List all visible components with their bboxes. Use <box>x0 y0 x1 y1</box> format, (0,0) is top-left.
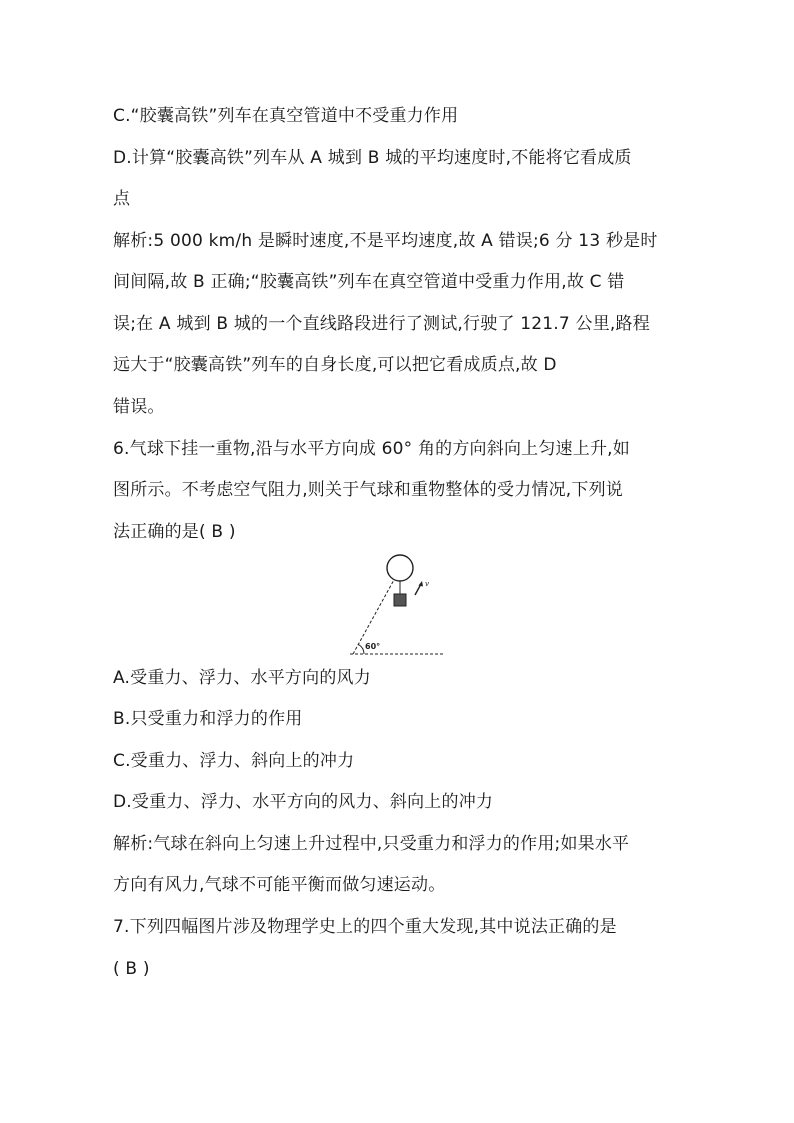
q6-option-c: C.受重力、浮力、斜向上的冲力 <box>113 751 355 771</box>
q7-stem-line1: 7.下列四幅图片涉及物理学史上的四个重大发现,其中说法正确的是 <box>113 917 617 937</box>
velocity-label: v <box>425 580 429 588</box>
q7-stem-line2: ( B ) <box>113 959 150 979</box>
q5-option-d-line2: 点 <box>113 189 131 209</box>
q5-analysis-line3: 误;在 A 城到 B 城的一个直线路段进行了测试,行驶了 121.7 公里,路程 <box>113 314 650 334</box>
angle-label: 60° <box>365 642 381 651</box>
q6-stem-line3: 法正确的是( B ) <box>113 522 236 542</box>
velocity-arrow-head <box>419 581 424 587</box>
q6-analysis-line1: 解析:气球在斜向上匀速上升过程中,只受重力和浮力的作用;如果水平 <box>113 834 630 854</box>
balloon-diagram <box>345 550 445 660</box>
q6-stem-line1: 6.气球下挂一重物,沿与水平方向成 60° 角的方向斜向上匀速上升,如 <box>113 439 630 459</box>
q5-option-d-line1: D.计算“胶囊高铁”列车从 A 城到 B 城的平均速度时,不能将它看成质 <box>113 148 632 168</box>
q6-option-d: D.受重力、浮力、水平方向的风力、斜向上的冲力 <box>113 792 494 812</box>
angle-arc <box>359 645 365 655</box>
q5-option-c: C.“胶囊高铁”列车在真空管道中不受重力作用 <box>113 106 459 126</box>
weight-box <box>394 594 406 606</box>
q5-analysis-line2: 间间隔,故 B 正确;“胶囊高铁”列车在真空管道中受重力作用,故 C 错 <box>113 272 625 292</box>
balloon-figure <box>345 550 445 660</box>
balloon-circle <box>387 555 413 581</box>
q6-option-b: B.只受重力和浮力的作用 <box>113 709 303 729</box>
q5-analysis-line1: 解析:5 000 km/h 是瞬时速度,不是平均速度,故 A 错误;6 分 13 秒是时 <box>113 231 658 251</box>
q6-analysis-line2: 方向有风力,气球不可能平衡而做匀速运动。 <box>113 875 446 895</box>
q6-stem-line2: 图所示。不考虑空气阻力,则关于气球和重物整体的受力情况,下列说 <box>113 480 624 500</box>
q5-analysis-line4: 远大于“胶囊高铁”列车的自身长度,可以把它看成质点,故 D <box>113 355 557 375</box>
q5-analysis-line5: 错误。 <box>113 397 165 417</box>
q6-option-a: A.受重力、浮力、水平方向的风力 <box>113 668 371 688</box>
